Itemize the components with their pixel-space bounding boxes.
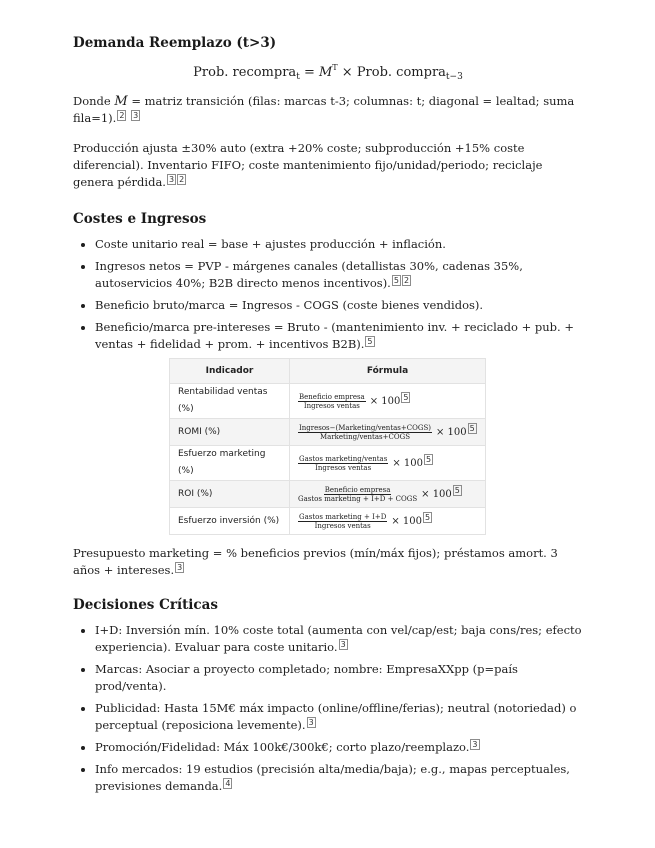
section-heading-decisiones: Decisiones Críticas bbox=[73, 597, 218, 613]
table-row bbox=[170, 481, 486, 508]
list-item: • Beneficio/marca pre-intereses = Bruto - (mantenimiento inv. + reciclado + pub. + ventas + fidelidad + prom. + incentivos B2B). 5 bbox=[95, 319, 583, 353]
list-item: • Beneficio bruto/marca = Ingresos - COGS (coste bienes vendidos). bbox=[95, 297, 583, 314]
citation-link[interactable]: 3 bbox=[472, 740, 478, 749]
formula-cell bbox=[290, 419, 486, 446]
citation-link[interactable]: 5 bbox=[425, 512, 431, 522]
indicators-table bbox=[169, 358, 486, 535]
fraction-denominator: Ingresos ventas bbox=[314, 521, 371, 530]
citation-link[interactable]: 5 bbox=[393, 276, 399, 285]
list-item: • I+D: Inversión mín. 10% coste total (aumenta con vel/cap/est; baja cons/res; efecto experiencia). Evaluar para coste unitario. 3 bbox=[95, 622, 583, 656]
citation-link[interactable]: 5 bbox=[425, 454, 432, 464]
production-paragraph: Producción ajusta ±30% auto (extra +20% coste; subproducción +15% coste diferencial). Inventario FIFO; coste mantenimiento fijo/unidad/periodo; reciclaje genera pérdida. 3 2 bbox=[73, 141, 543, 189]
fraction-numerator: Ingresos−(Marketing/ventas+COGS) bbox=[299, 423, 431, 432]
indicator-cell: Esfuerzo inversión (%) bbox=[170, 508, 290, 535]
formula-cell bbox=[290, 384, 486, 419]
citation-link[interactable]: 3 bbox=[308, 718, 314, 727]
indicator-cell: ROMI (%) bbox=[170, 419, 290, 446]
budget-paragraph: Presupuesto marketing = % beneficios previos (mín/máx fijos); préstamos amort. 3 años + intereses. 3 bbox=[73, 546, 558, 577]
table-header: Fórmula bbox=[290, 359, 486, 384]
list-item: • Coste unitario real = base + ajustes producción + inflación. bbox=[95, 236, 583, 253]
fraction-denominator: Gastos marketing + I+D + COGS bbox=[298, 494, 418, 503]
citation-link[interactable]: 2 bbox=[179, 175, 185, 184]
citation-link[interactable]: 5 bbox=[454, 485, 460, 495]
fraction bbox=[298, 513, 387, 530]
citation-link[interactable]: 5 bbox=[367, 337, 373, 346]
fraction-numerator: Gastos marketing + I+D bbox=[299, 512, 387, 521]
fraction bbox=[298, 393, 366, 410]
section-heading-costes: Costes e Ingresos bbox=[73, 211, 207, 227]
indicator-cell: Rentabilidad ventas (%) bbox=[170, 384, 290, 419]
citation-link[interactable]: 3 bbox=[133, 111, 139, 120]
table-header: Indicador bbox=[170, 359, 290, 384]
fraction-denominator: Ingresos ventas bbox=[315, 463, 372, 472]
fraction-numerator: Beneficio empresa bbox=[299, 392, 365, 401]
citation-link[interactable]: 3 bbox=[177, 563, 183, 572]
fraction bbox=[298, 424, 432, 441]
fraction bbox=[298, 455, 388, 472]
decisions-bullet-list bbox=[73, 622, 583, 795]
table-row bbox=[170, 446, 486, 481]
replacement-demand-formula: Prob. recompra$_t$ = $M^T$ × Prob. compra$_{t-3}$ bbox=[193, 63, 463, 82]
formula-cell bbox=[290, 508, 486, 535]
list-item: • Promoción/Fidelidad: Máx 100k€/300k€; corto plazo/reemplazo. 3 bbox=[95, 739, 583, 756]
indicator-cell: Esfuerzo marketing (%) bbox=[170, 446, 290, 481]
document-body bbox=[73, 34, 583, 800]
citation-link[interactable]: 5 bbox=[403, 392, 409, 402]
table-row bbox=[170, 419, 486, 446]
citation-link[interactable]: 3 bbox=[340, 640, 346, 649]
citation-link[interactable]: 2 bbox=[403, 276, 410, 285]
fraction-numerator: Beneficio empresa bbox=[324, 485, 391, 494]
citation-link[interactable]: 3 bbox=[168, 175, 175, 184]
section-heading-demanda: Demanda Reemplazo (t>3) bbox=[73, 35, 277, 51]
costs-bullet-list bbox=[73, 236, 583, 353]
list-item: • Info mercados: 19 estudios (precisión alta/media/baja); e.g., mapas perceptuales, previsiones demanda. 4 bbox=[95, 761, 583, 795]
multiplier: × 100 bbox=[369, 395, 401, 407]
list-item: • Marcas: Asociar a proyecto completado; nombre: EmpresaXXpp (p=país prod/venta). bbox=[95, 661, 583, 695]
fraction-numerator: Gastos marketing/ventas bbox=[299, 454, 388, 463]
citation-link[interactable]: 5 bbox=[469, 423, 475, 433]
table-row bbox=[170, 508, 486, 535]
table-row bbox=[170, 384, 486, 419]
matrix-definition-paragraph: Donde M = matriz transición (filas: marcas t-3; columnas: t; diagonal = lealtad; suma fila=1). 2 3 bbox=[73, 94, 575, 125]
indicator-cell: ROI (%) bbox=[170, 481, 290, 508]
formula-cell bbox=[290, 481, 486, 508]
multiplier: × 100 bbox=[391, 515, 422, 527]
multiplier: × 100 bbox=[421, 488, 452, 500]
list-item: • Publicidad: Hasta 15M€ máx impacto (online/offline/ferias); neutral (notoriedad) o perceptual (reposiciona levemente). 3 bbox=[95, 700, 583, 734]
formula-cell bbox=[290, 446, 486, 481]
citation-link[interactable]: 4 bbox=[225, 779, 231, 788]
citation-link[interactable]: 2 bbox=[119, 111, 125, 120]
multiplier: × 100 bbox=[392, 457, 423, 469]
multiplier: × 100 bbox=[435, 426, 467, 438]
fraction bbox=[298, 486, 417, 503]
fraction-denominator: Ingresos ventas bbox=[303, 401, 360, 410]
list-item: • Ingresos netos = PVP - márgenes canales (detallistas 30%, cadenas 35%, autoservicios 40%; B2B directo menos incentivos). 5 2 bbox=[95, 258, 583, 292]
fraction-denominator: Marketing/ventas+COGS bbox=[319, 432, 410, 441]
